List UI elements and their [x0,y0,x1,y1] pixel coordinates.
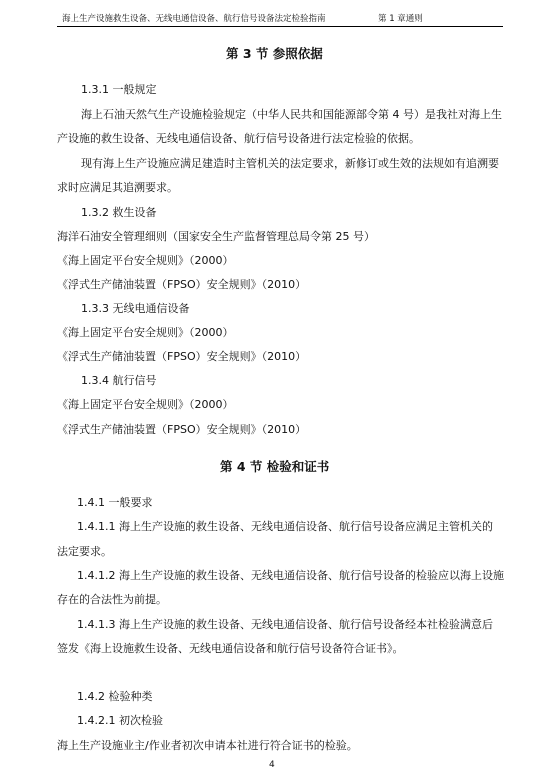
text-line: 《浮式生产储油装置（FPSO）安全规则》（2010） [57,350,307,363]
text-line: 产设施的救生设备、无线电通信设备、航行信号设备进行法定检验的依据。 [57,132,420,145]
page-number: 4 [269,760,275,770]
text-line: 1.3.4 航行信号 [81,374,157,387]
text-line: 《海上固定平台安全规则》（2000） [57,398,234,411]
text-line: 1.4.2.1 初次检验 [77,714,163,727]
text-line: 1.3.2 救生设备 [81,206,157,219]
text-line: 1.4.1.1 海上生产设施的救生设备、无线电通信设备、航行信号设备应满足主管机关的 [77,520,493,533]
text-line: 海上生产设施业主/作业者初次申请本社进行符合证书的检验。 [57,739,358,752]
text-line: 《浮式生产储油装置（FPSO）安全规则》（2010） [57,278,307,291]
text-line: 《海上固定平台安全规则》（2000） [57,326,234,339]
text-line: 现有海上生产设施应满足建造时主管机关的法定要求，新修订或生效的法规如有追溯要 [81,157,499,170]
text-line: 海上石油天然气生产设施检验规定（中华人民共和国能源部令第 4 号）是我社对海上生 [81,108,502,121]
section-heading: 第 3 节 参照依据 [226,46,323,61]
section-heading: 第 4 节 检验和证书 [220,459,330,474]
text-line: 签发《海上设施救生设备、无线电通信设备和航行信号设备符合证书》。 [57,642,404,655]
text-line: 1.4.2 检验种类 [77,690,153,703]
text-line: 1.4.1.2 海上生产设施的救生设备、无线电通信设备、航行信号设备的检验应以海上设施 [77,569,504,582]
text-line: 求时应满足其追溯要求。 [57,181,178,194]
text-line: 1.3.1 一般规定 [81,83,157,96]
text-line: 1.4.1 一般要求 [77,496,153,509]
text-line: 1.4.1.3 海上生产设施的救生设备、无线电通信设备、航行信号设备经本社检验满意后 [77,618,493,631]
text-line: 《浮式生产储油装置（FPSO）安全规则》（2010） [57,423,307,436]
text-line: 海洋石油安全管理细则（国家安全生产监督管理总局令第 25 号） [57,230,375,243]
text-line: 1.3.3 无线电通信设备 [81,302,190,315]
header-document-title: 海上生产设施救生设备、无线电通信设备、航行信号设备法定检验指南 [62,14,326,24]
text-line: 《海上固定平台安全规则》（2000） [57,254,234,267]
page-header [57,10,503,27]
header-chapter: 第 1 章通则 [378,14,423,24]
text-line: 法定要求。 [57,545,112,558]
text-line: 存在的合法性为前提。 [57,593,167,606]
